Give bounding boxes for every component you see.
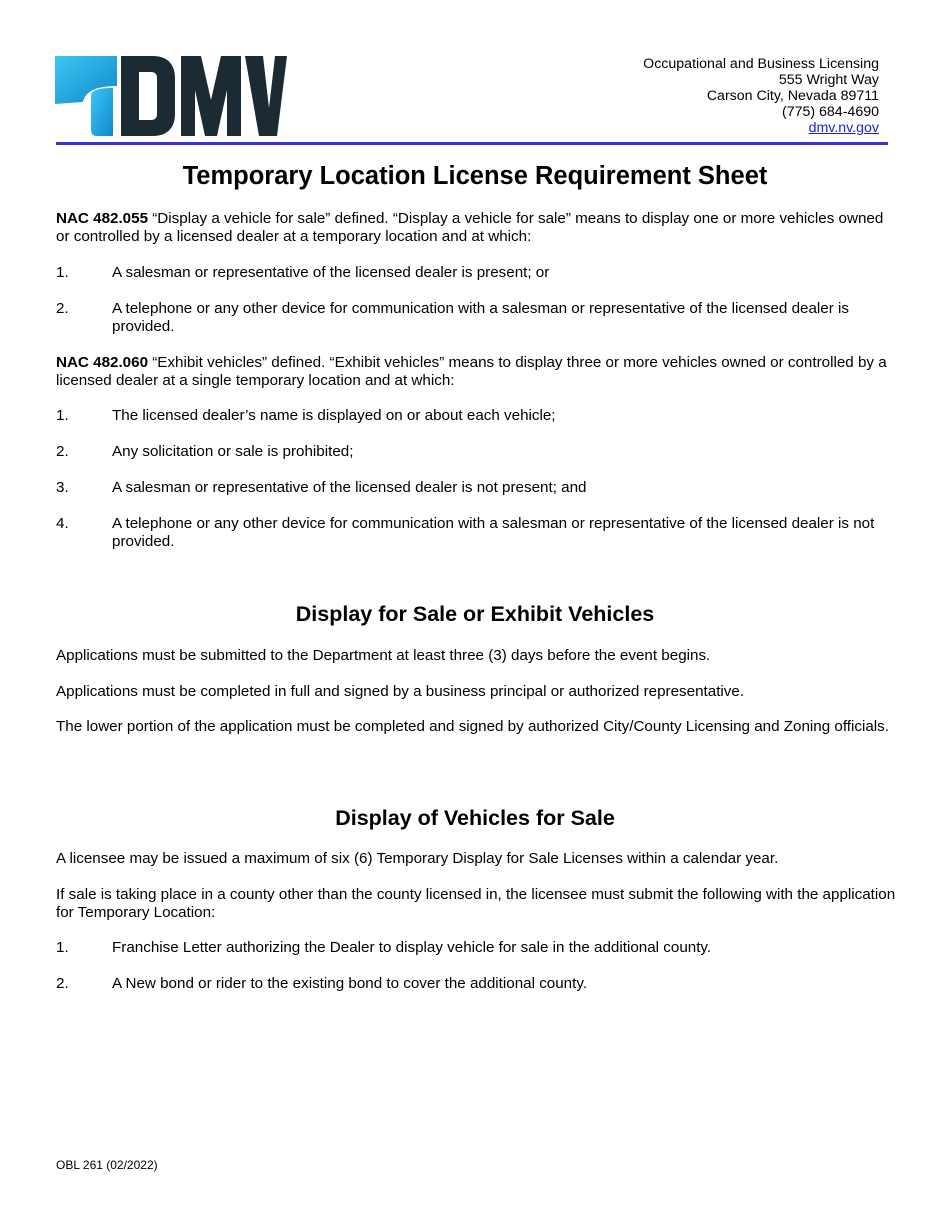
list-text: A telephone or any other device for communication with a salesman or representative of the licensed dealer is provided. (112, 300, 850, 335)
nac-055-paragraph (56, 210, 896, 246)
address-line: Carson City, Nevada 89711 (706, 88, 879, 104)
nac-060-paragraph (56, 354, 896, 390)
nac-060-text: “Exhibit vehicles” defined. “Exhibit vehicles” means to display three or more vehicles owned or controlled by a licensed dealer at a single temporary location and at which: (56, 354, 887, 389)
phone-number: (775) 684-4690 (781, 104, 879, 120)
section-paragraph: A licensee may be issued a maximum of six (6) Temporary Display for Sale Licenses within a calendar year. (56, 850, 779, 867)
list-number: 1. (56, 939, 69, 956)
list-number: 1. (56, 264, 69, 281)
list-text: Any solicitation or sale is prohibited; (112, 443, 354, 460)
list-number: 2. (56, 443, 69, 460)
website-link[interactable]: dmv.nv.gov (808, 120, 879, 136)
section-heading: Display of Vehicles for Sale (335, 806, 615, 830)
list-number: 2. (56, 300, 69, 317)
list-text: A salesman or representative of the licensed dealer is present; or (112, 264, 550, 281)
section-paragraph: If sale is taking place in a county other than the county licensed in, the licensee must submit the following with the application for Temporary Location: (56, 886, 896, 921)
office-address (643, 56, 879, 136)
list-text: A New bond or rider to the existing bond to cover the additional county. (112, 975, 588, 992)
address-line: Occupational and Business Licensing (643, 56, 879, 72)
list-text: A salesman or representative of the licensed dealer is not present; and (112, 479, 587, 496)
section-paragraph: The lower portion of the application must be completed and signed by authorized City/County Licensing and Zoning officials. (56, 718, 889, 735)
list-text: Franchise Letter authorizing the Dealer to display vehicle for sale in the additional county. (112, 939, 712, 956)
section-heading: Display for Sale or Exhibit Vehicles (295, 602, 655, 626)
nac-060-ref: NAC 482.060 (56, 354, 149, 371)
list-text: The licensed dealer’s name is displayed on or about each vehicle; (112, 407, 556, 424)
dmv-logo (55, 56, 287, 136)
nac-055-ref: NAC 482.055 (56, 210, 149, 227)
nac-055-text: “Display a vehicle for sale” defined. “Display a vehicle for sale” means to display one or more vehicles owned or controlled by a licensed dealer at a temporary location and at which: (56, 210, 884, 245)
section-paragraph: Applications must be completed in full and signed by a business principal or authorized representative. (56, 683, 745, 700)
list-text: A telephone or any other device for communication with a salesman or representative of the licensed dealer is not provided. (112, 515, 875, 550)
section-paragraph: Applications must be submitted to the Department at least three (3) days before the event begins. (56, 647, 711, 664)
list-number: 2. (56, 975, 69, 992)
address-line: 555 Wright Way (778, 72, 879, 88)
list-number: 3. (56, 479, 69, 496)
page-title: Temporary Location License Requirement Sheet (182, 162, 768, 190)
list-number: 4. (56, 515, 69, 532)
list-number: 1. (56, 407, 69, 424)
header-divider (56, 142, 888, 145)
form-number: OBL 261 (02/2022) (56, 1158, 158, 1172)
